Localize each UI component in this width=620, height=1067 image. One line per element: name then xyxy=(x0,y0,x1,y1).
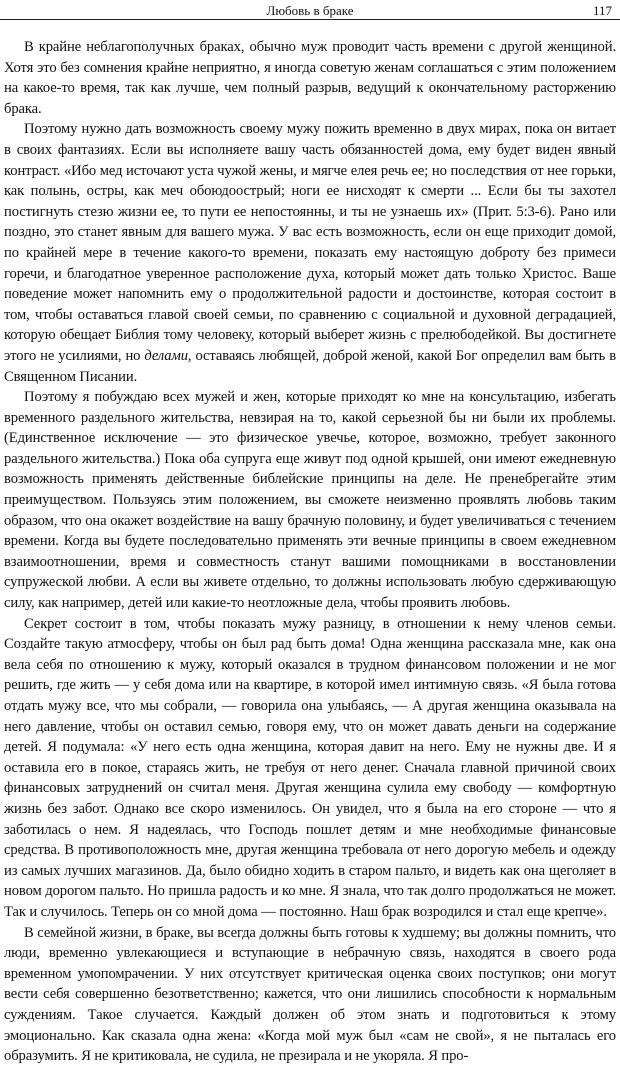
page-number: 117 xyxy=(592,3,612,18)
paragraph-2-end: оставаясь любящей, доброй женой, какой Бог определил вам быть в Священном Писании. xyxy=(4,347,616,385)
paragraph-3: Поэтому я побуждаю всех мужей и жен, которые приходят ко мне на консультацию, избегать временного раздельного жительства, невзирая на то, какой серьезной бы ни были их проблемы. (Единственное исключение — это физическое увечье, которое, возможно, требует законного раздельного жительства.) Пока оба супруга еще живут под одной крышей, они имеют ежедневную возможность применять действенные библейские принципы на деле. Не пренебрегайте этим преимуществом. Пользуясь этим положением, вы сможете неизменно проявлять любовь таким образом, что она окажет воздействие на вашу брачную половину, и будет увеличиваться с течением времени. Когда вы будете последовательно применять эти вечные принципы в своем ежедневном взаимоотношении, время и совместность станут вашими помощниками в восстановлении супружеской любви. А если вы живете отдельно, то должны использовать любую сдерживающую силу, как например, детей или какие-то неотложные дела, чтобы проявить любовь. xyxy=(4,389,616,612)
body-text xyxy=(4,37,616,1067)
header-divider xyxy=(0,19,620,20)
paragraph-2 xyxy=(4,119,616,387)
paragraph-4: Секрет состоит в том, чтобы показать мужу разницу, в отношении к нему членов семьи. Создайте такую атмосферу, чтобы он был рад быть дома! Одна женщина рассказала мне, как она вела себя по отношению к мужу, который оказался в трудном финансовом положении и не мог решить, где жить — у себя дома или на квартире, в которой имел интимную связь. «Я была готова отдать мужу все, что мы собрали, — говорила она улыбаясь, — А другая женщина оказывала на него давление, чтобы он оставил семью, говоря ему, что он может давать деньги на содержание детей. Я подумала: «У него есть одна женщина, которая давит на него. Ему не нужны две. И я оставила его в покое, стараясь жить, не требуя от него денег. Сначала главной причиной своих финансовых затруднений он считал меня. Другая женщина сулила ему свободу — комфортную жизнь без забот. Однако все скоро изменилось. Он увидел, что я была на его стороне — что я заботилась о нем. Я надеялась, что Господь пошлет детям и мне необходимые финансовые средства. В противоположность мне, другая женщина требовала от него дорогую мебель и одежду из самых лучших магазинов. Да, было обидно ходить в старом пальто, и видеть как она щеголяет в новом дорогом пальто. Но пришла радость и ко мне. Я знала, что так долго продолжаться не может. Так и случилось. Теперь он со мной дома — постоянно. Наш брак возродился и стал еще крепче». xyxy=(4,615,616,920)
emphasis-deeds: делами, xyxy=(144,347,192,364)
paragraph-2-text: Поэтому нужно дать возможность своему мужу пожить временно в двух мирах, пока он витает в своих фантазиях. Если вы исполняете вашу часть обязанностей дома, ему будет виден явный контраст. «Ибо мед источают уста чужой жены, и мягче елея речь ее; но последствия от нее горьки, как полынь, остры, как меч обоюдоострый; ноги ее нисходят к смерти ... Если бы ты захотел постигнуть стезю жизни ее, то пути ее непостоянны, и ты не узнаешь их» (Прит. 5:3-6). Рано или поздно, это станет явным для вашего мужа. У вас есть возможность, если он еще приходит домой, по крайней мере в течение какого-то времени, показать ему настоящую доброту без примеси горечи, и благодатное уверенное расположение духа, который может дать только Христос. Ваше поведение может напомнить ему о продолжительной радости и достоинстве, которая состоит в том, чтобы оставаться главой своей семьи, по сравнению с социальной и духовной деградацией, которую обещает Библия тому человеку, который выберет жизнь с прелюбодейкой. Вы достигнете этого не усилиями, но xyxy=(4,121,616,364)
paragraph-5: В семейной жизни, в браке, вы всегда должны быть готовы к худшему; вы должны помнить, что люди, временно увлекающиеся и вступающие в небрачную связь, находятся в своего рода временном умопомрачении. У них отсутствует критическая оценка своих поступков; они могут вести себя совершенно безответственно; кажется, что они лишились способности к нормальным суждениям. Такое случается. Каждый должен об этом знать и подготовиться к этому эмоционально. Как сказала одна жена: «Когда мой муж был «сам не свой», я не пыталась его образумить. Я не критиковала, не судила, не презирала и не укоряла. Я про- xyxy=(4,924,616,1065)
running-header xyxy=(0,0,620,22)
paragraph-1: В крайне неблагополучных браках, обычно муж проводит часть времени с другой женщиной. Хотя это без сомнения крайне неприятно, я иногда советую женам соглашаться с этим положением на какое-то время, так как лучше, чем полный разрыв, ведущий к окончательному расторжению брака. xyxy=(4,39,616,117)
chapter-title: Любовь в браке xyxy=(266,3,354,18)
